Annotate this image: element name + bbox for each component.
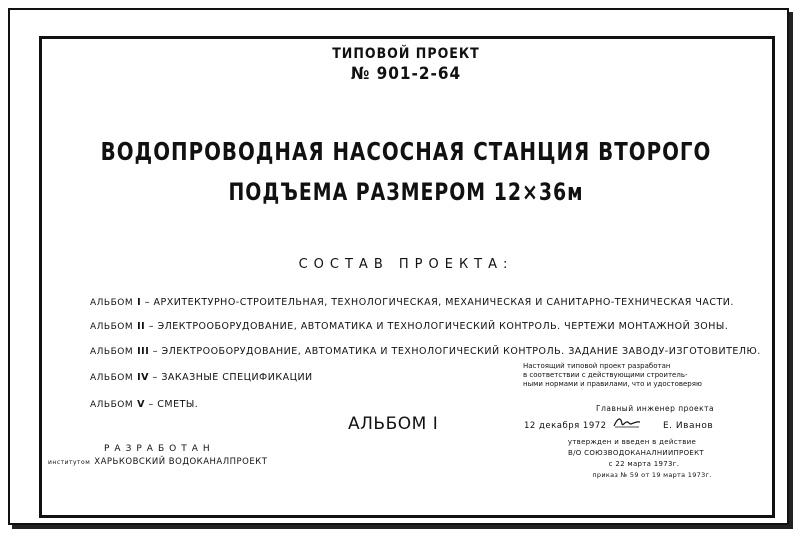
- album-roman: IV: [137, 372, 150, 383]
- signature-date: 12 декабря 1972: [524, 421, 607, 431]
- developer-prefix: институтом: [48, 459, 91, 466]
- album-roman: II: [137, 321, 146, 332]
- album-row: [90, 346, 761, 357]
- developer-name: ХАРЬКОВСКИЙ ВОДОКАНАЛПРОЕКТ: [94, 457, 268, 467]
- album-label: АЛЬБОМ: [90, 373, 134, 383]
- album-description: – АРХИТЕКТУРНО-СТРОИТЕЛЬНАЯ, ТЕХНОЛОГИЧЕСКАЯ, МЕХАНИЧЕСКАЯ И САНИТАРНО-ТЕХНИЧЕСКАЯ ЧАСТИ.: [144, 297, 734, 308]
- album-label: АЛЬБОМ: [90, 347, 134, 357]
- album-roman: III: [137, 346, 150, 357]
- approval-line: утвержден и введен в действие: [567, 438, 697, 446]
- approval-line: В/О СОЮЗВОДОКАНАЛНИИПРОЕКТ: [568, 449, 704, 457]
- album-label: АЛЬБОМ: [90, 322, 134, 332]
- developer-organization: [48, 457, 267, 467]
- album-label: АЛЬБОМ: [90, 400, 134, 410]
- title-line-2: ПОДЪЕМА РАЗМЕРОМ 12×36м: [228, 178, 584, 206]
- album-roman: V: [137, 399, 145, 410]
- album-description: – ЭЛЕКТРООБОРУДОВАНИЕ, АВТОМАТИКА И ТЕХНОЛОГИЧЕСКИЙ КОНТРОЛЬ. ЗАДАНИЕ ЗАВОДУ-ИЗГОТОВИТЕЛЮ.: [152, 346, 761, 357]
- album-roman: I: [137, 297, 142, 308]
- album-row: [90, 297, 734, 308]
- signature-mark: [612, 415, 642, 429]
- album-row: [90, 321, 728, 332]
- album-row: [90, 399, 198, 410]
- composition-heading: СОСТАВ ПРОЕКТА:: [298, 257, 514, 272]
- developed-by-label: РАЗРАБОТАН: [104, 444, 215, 454]
- certification-note-line: ными нормами и правилами, что и удостоверяю: [523, 380, 702, 388]
- certification-note-line: Настоящий типовой проект разработан: [523, 362, 671, 370]
- chief-engineer-name: Е. Иванов: [663, 421, 714, 431]
- album-description: – СМЕТЫ.: [148, 399, 199, 410]
- album-row: [90, 372, 313, 383]
- album-number-label: АЛЬБОМ I: [348, 414, 439, 434]
- title-line-1: ВОДОПРОВОДНАЯ НАСОСНАЯ СТАНЦИЯ ВТОРОГО: [100, 138, 712, 167]
- approval-line: приказ № 59 от 19 марта 1973г.: [592, 471, 712, 479]
- approval-line: с 22 марта 1973г.: [608, 460, 680, 468]
- album-label: АЛЬБОМ: [90, 298, 134, 308]
- certification-note-line: в соответствии с действующими строитель-: [523, 371, 688, 379]
- album-description: – ЗАКАЗНЫЕ СПЕЦИФИКАЦИИ: [152, 372, 313, 383]
- project-type-label: ТИПОВОЙ ПРОЕКТ: [332, 46, 480, 62]
- chief-engineer-title: Главный инженер проекта: [596, 404, 715, 413]
- album-description: – ЭЛЕКТРООБОРУДОВАНИЕ, АВТОМАТИКА И ТЕХНОЛОГИЧЕСКИЙ КОНТРОЛЬ. ЧЕРТЕЖИ МОНТАЖНОЙ ЗОНЫ.: [148, 321, 729, 332]
- project-number: № 901-2-64: [350, 64, 462, 84]
